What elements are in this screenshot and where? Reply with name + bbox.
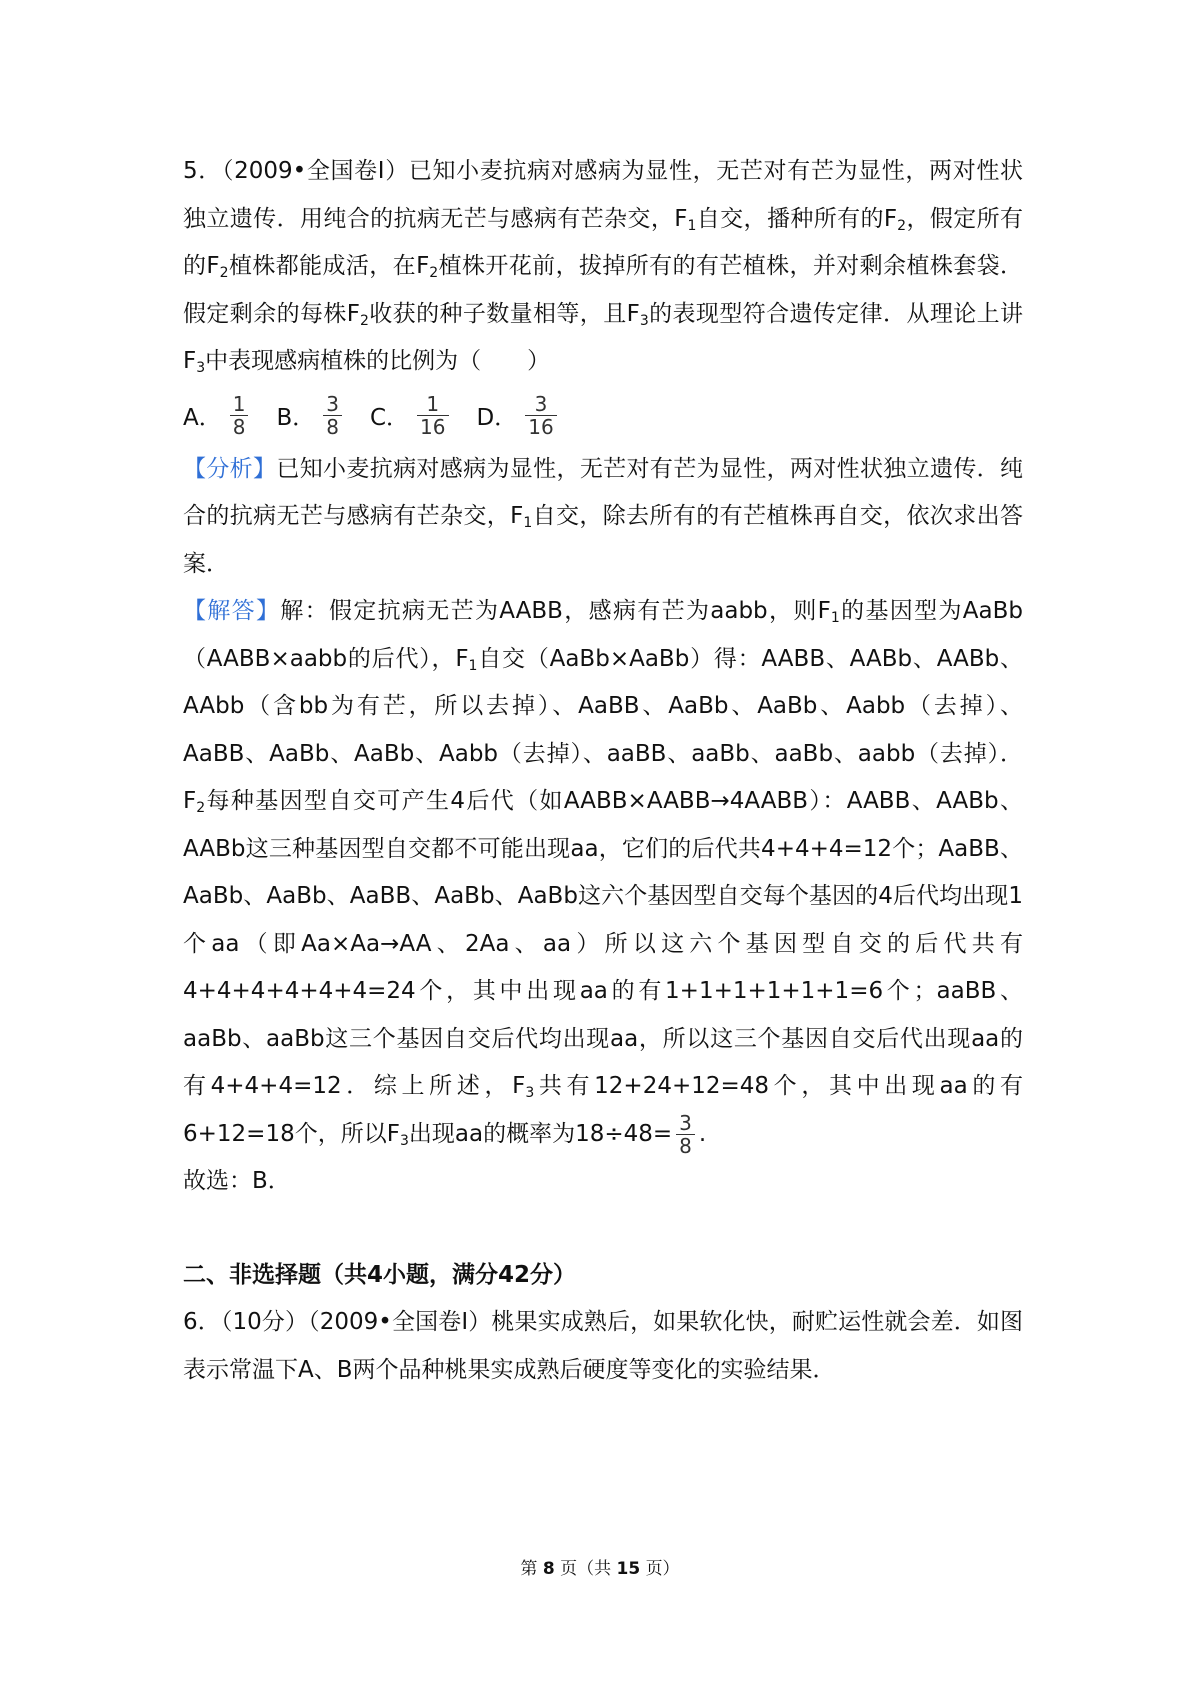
analysis-text: 已知小麦抗病对感病为显性，无芒对有芒为显性，两对性状独立遗传．纯合的抗病无芒与感病有芒杂交，F — [183, 455, 1024, 529]
numerator: 3 — [326, 392, 339, 416]
denominator: 16 — [528, 415, 554, 439]
footer-text: 页（共 — [560, 1559, 612, 1579]
solution-text: . — [698, 1120, 707, 1147]
solution-text: 每种基因型自交可产生4后代（如AABB×AABB→4AABB）：AABB、AABb、AABb这三种基因型自交都不可能出现aa，它们的后代共4+4+4=12个；AaBB、AaBb、AaBb、AaBB、AaBb、AaBb这六个基因型自交每个基因的4后代均出现1个aa（即Aa×Aa→AA、2Aa、aa）所以这六个基因型自交的后代共有4+4+4+4+4+4=24个，其中出现aa的有1+1+1+1+1+1=6个；aaBB、aaBb、aaBb这三个基因自交后代均出现aa，所以这三个基因自交后代出现aa的有4+4+4=12．综上所述，F — [183, 788, 1023, 1099]
subscript: 1 — [468, 657, 478, 674]
solution-paragraph — [183, 588, 1023, 1158]
total-pages: 15 — [616, 1559, 641, 1579]
question-6: 6．（10分）（2009•全国卷Ⅰ）桃果实成熟后，如果软化快，耐贮运性就会差．如图表示常温下A、B两个品种桃果实成熟后硬度等变化的实验结果． — [183, 1309, 1023, 1383]
choice-c — [370, 393, 453, 438]
choice-d — [477, 393, 561, 438]
question-text: ，假定所有的F — [183, 205, 1024, 279]
subscript: 3 — [399, 1132, 409, 1149]
analysis-tag: 【分析】 — [183, 455, 277, 482]
question-text: 植株开花前，拔掉所有的有芒植株，并对剩余植株套袋．假定剩余的每株F — [183, 253, 1023, 327]
subscript: 3 — [525, 1085, 535, 1101]
fraction — [525, 393, 556, 438]
question-text: 已知小麦抗病对感病为显性，无芒对有芒为显性，两对性状独立遗传．用纯合的抗病无芒与感病有芒杂交，F — [183, 158, 1023, 232]
subscript: 1 — [523, 515, 533, 531]
choice-label: A． — [183, 405, 222, 431]
subscript: 2 — [196, 800, 206, 816]
subscript: 1 — [687, 217, 697, 234]
subscript: 1 — [830, 610, 840, 626]
analysis-paragraph — [183, 446, 1023, 589]
denominator: 8 — [232, 415, 246, 439]
subscript: 2 — [429, 265, 439, 281]
choice-a — [183, 393, 252, 438]
analysis-text: 自交，除去所有的有芒植株再自交，依次求出答案． — [183, 503, 1024, 577]
numerator: 3 — [679, 1110, 692, 1135]
question-text: 植株都能成活，在F — [228, 253, 430, 279]
subscript: 3 — [196, 360, 206, 376]
denominator: 8 — [679, 1133, 692, 1158]
solution-text: 共有12+24+12=48个，其中出现aa的有6+12=18个，所以F — [183, 1073, 1023, 1147]
subscript: 2 — [359, 312, 369, 329]
question-source: （2009•全国卷Ⅰ） — [221, 158, 409, 184]
denominator: 16 — [420, 415, 446, 439]
fraction — [230, 393, 249, 438]
section-heading: 二、非选择题（共4小题，满分42分） — [183, 1261, 577, 1288]
subscript: 2 — [219, 265, 229, 281]
answer-line: 故选：B． — [183, 1168, 291, 1194]
answer-choices — [183, 386, 1023, 446]
numerator: 3 — [534, 392, 548, 416]
solution-text: 自交（AaBb×AaBb）得：AABB、AABb、AABb、AAbb（含bb为有芒，所以去掉）、AaBB、AaBb、AaBb、Aabb（去掉）、AaBB、AaBb、AaBb、Aabb（去掉）、aaBB、aaBb、aaBb、aabb（去掉）．F — [183, 645, 1023, 814]
denominator: 8 — [326, 415, 339, 439]
spacer — [183, 1206, 1023, 1252]
solution-text: 解：假定抗病无芒为AABB，感病有芒为aabb，则F — [280, 598, 831, 624]
page-content — [183, 148, 1023, 1394]
subscript: 3 — [639, 312, 649, 329]
fraction — [417, 393, 448, 438]
question-text: 收获的种子数量相等，且F — [368, 300, 640, 327]
subscript: 2 — [897, 217, 907, 234]
page-footer — [0, 1554, 1200, 1579]
solution-text: 的基因型为AaBb（AABB×aabb的后代），F — [183, 598, 1023, 672]
question-text: 自交，播种所有的F — [696, 205, 898, 232]
choice-label: B． — [276, 405, 316, 431]
question-number: 5． — [183, 158, 222, 184]
fraction — [323, 393, 342, 438]
footer-text: 页） — [645, 1559, 680, 1579]
solution-tag: 【解答】 — [183, 598, 281, 624]
question-text: 的表现型符合遗传定律．从理论上讲F — [183, 300, 1024, 374]
question-5 — [183, 148, 1023, 386]
choice-label: C． — [369, 405, 410, 431]
numerator: 1 — [232, 392, 246, 416]
choice-label: D． — [476, 405, 518, 431]
footer-text: 第 — [520, 1559, 538, 1579]
solution-text: 出现aa的概率为18÷48= — [408, 1120, 673, 1147]
fraction — [676, 1112, 695, 1157]
numerator: 1 — [426, 392, 440, 416]
question-text: 中表现感病植株的比例为（ ） — [205, 348, 551, 374]
choice-b — [276, 393, 346, 438]
page-number: 8 — [542, 1559, 555, 1579]
